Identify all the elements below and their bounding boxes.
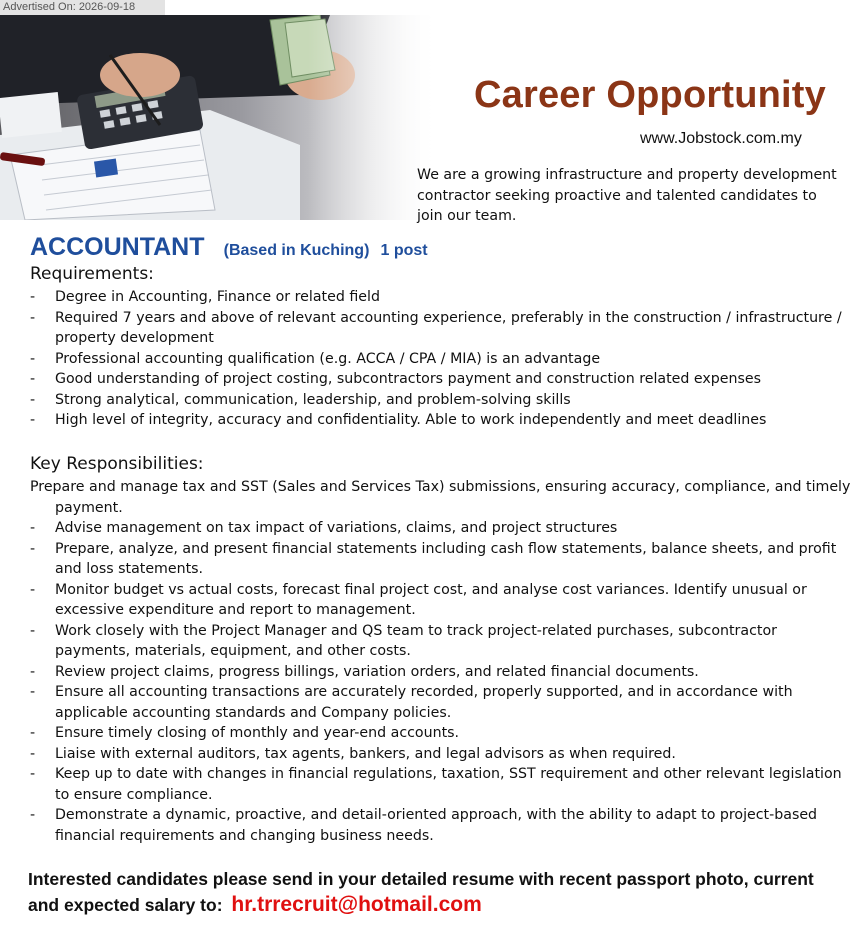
responsibility-item: - Keep up to date with changes in financial regulations, taxation, SST requirement and other relevant legislation to ensure compliance. — [30, 766, 842, 803]
responsibilities-heading: Key Responsibilities: — [30, 454, 204, 474]
requirement-item: - Degree in Accounting, Finance or related field — [30, 287, 845, 308]
list-dash: - — [30, 807, 36, 823]
website-link[interactable]: www.Jobstock.com.my — [640, 130, 802, 147]
list-dash: - — [30, 725, 36, 741]
list-dash: - — [30, 350, 36, 367]
requirement-item: - Strong analytical, communication, leadership, and problem-solving skills — [30, 390, 845, 411]
requirements-heading: Requirements: — [30, 264, 154, 284]
requirement-item: - Good understanding of project costing, subcontractors payment and construction related expenses — [30, 369, 845, 390]
list-dash: - — [30, 766, 36, 782]
list-dash: - — [30, 391, 36, 408]
job-title: ACCOUNTANT — [30, 233, 205, 261]
responsibility-item: - Ensure timely closing of monthly and year-end accounts. — [30, 723, 845, 744]
requirement-item: - Professional accounting qualification (e.g. ACCA / CPA / MIA) is an advantage — [30, 349, 845, 370]
apply-instructions — [28, 866, 838, 918]
responsibility-item: - Advise management on tax impact of variations, claims, and project structures — [30, 518, 845, 539]
responsibility-lead: Prepare and manage tax and SST (Sales and Services Tax) submissions, ensuring accuracy, compliance, and timely payment. — [30, 479, 850, 516]
responsibility-item: - Demonstrate a dynamic, proactive, and detail-oriented approach, with the ability to adapt to project-based financial requirements and changing business needs. — [30, 807, 818, 844]
list-dash: - — [30, 622, 36, 639]
list-dash: - — [30, 520, 36, 536]
job-location: (Based in Kuching) — [223, 242, 370, 259]
list-dash: - — [30, 581, 36, 598]
list-dash: - — [30, 684, 36, 700]
accountant-desk-photo — [0, 15, 440, 220]
job-title-row — [30, 233, 428, 262]
apply-email-link[interactable]: hr.trrecruit@hotmail.com — [231, 893, 482, 916]
responsibility-item: - Monitor budget vs actual costs, forecast final project cost, and analyse cost variances. Identify unusual or excessive expenditure and report to management. — [30, 581, 807, 618]
responsibility-item: - Work closely with the Project Manager and QS team to track project-related purchases, subcontractor payments, materials, equipment, and other costs. — [30, 622, 777, 659]
company-intro: We are a growing infrastructure and property development contractor seeking proactive and talented candidates to join our team. — [417, 167, 837, 224]
responsibility-item: - Ensure all accounting transactions are accurately recorded, properly supported, and in accordance with applicable accounting standards and Company policies. — [30, 684, 793, 721]
responsibility-item: - Review project claims, progress billings, variation orders, and related financial documents. — [30, 662, 845, 683]
apply-text: Interested candidates please send in your detailed resume with recent passport photo, current and expected salary to: — [28, 869, 814, 915]
responsibilities-list — [30, 518, 845, 846]
list-dash: - — [30, 540, 36, 557]
requirement-item: - High level of integrity, accuracy and confidentiality. Able to work independently and meet deadlines — [30, 410, 845, 431]
list-dash: - — [30, 663, 36, 680]
responsibility-item: - Prepare, analyze, and present financial statements including cash flow statements, balance sheets, and profit and loss statements. — [30, 540, 837, 577]
responsibility-item: - Liaise with external auditors, tax agents, bankers, and legal advisors as when required. — [30, 744, 845, 765]
list-dash: - — [30, 371, 36, 387]
job-posts: 1 post — [380, 242, 428, 259]
requirements-list — [30, 287, 845, 431]
list-dash: - — [30, 289, 36, 305]
career-opportunity-headline: Career Opportunity — [474, 74, 826, 116]
requirement-item: - Required 7 years and above of relevant accounting experience, preferably in the construction / infrastructure / property development — [30, 309, 842, 346]
advertised-date-badge: Advertised On: 2026-09-18 — [0, 0, 165, 15]
list-dash: - — [30, 412, 36, 428]
list-dash: - — [30, 309, 36, 326]
list-dash: - — [30, 745, 36, 762]
